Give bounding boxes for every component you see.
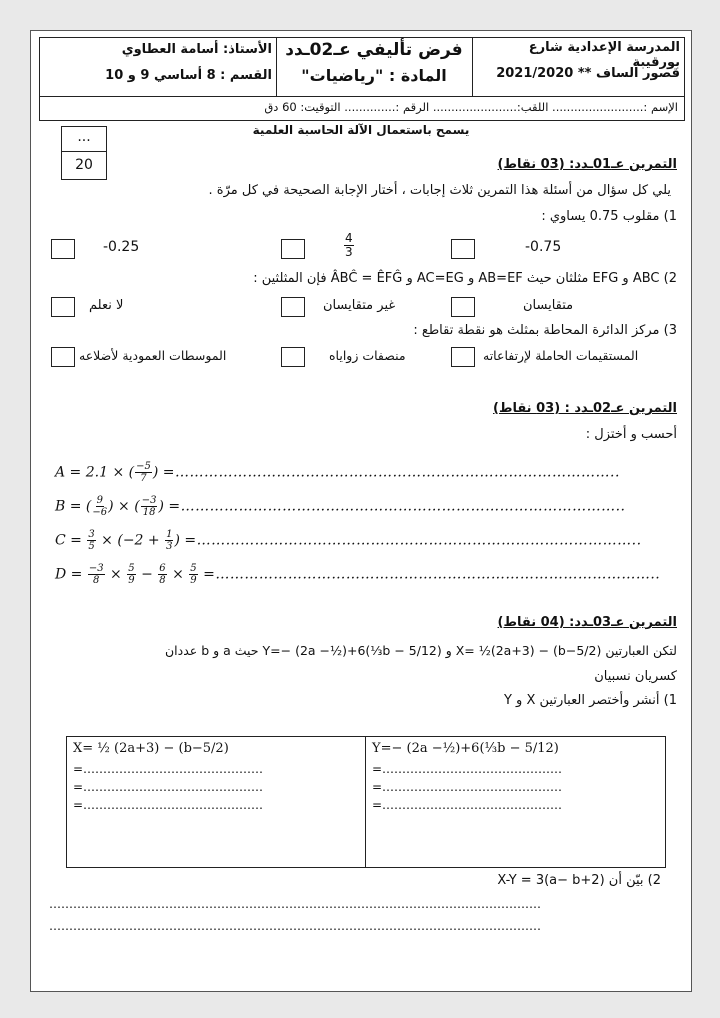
exam-header: [39, 37, 685, 121]
table-cell-y[interactable]: Y=− (2a −½)+6(⅓b − 5/12) =……………………………………… =……………………………………… =………………………………………: [372, 741, 563, 812]
answer-checkbox[interactable]: [51, 347, 75, 367]
score-total: 20: [75, 157, 93, 173]
option-denominator: 3: [345, 245, 353, 259]
table-cell-x[interactable]: X= ½ (2a+3) − (b−5/2) =……………………………………… =……………………………………… =………………………………………: [67, 737, 366, 867]
option-text: -0.25: [103, 239, 140, 255]
exercise-3-intro: لتكن العبارتين X= ½(2a+3) − (b−5/2) و Y=− (2a −½)+6(⅓b − 5/12) حيث a و b عددان: [164, 643, 677, 658]
teacher-name: الأستاذ: أسامة العطاوي: [121, 42, 272, 57]
question-2: 2) ABC و EFG مثلثان حيث AB=EF و AC=EG و ÂBĈ = ÊFĜ فإن المثلثين :: [253, 271, 677, 286]
option-text: منصفات زواياه: [329, 348, 406, 363]
option-text: لا نعلم: [89, 298, 124, 313]
calculator-note: يسمح باستعمال الآلة الحاسبة العلمية: [252, 123, 470, 137]
exam-page: [30, 30, 692, 992]
option-text: المستقيمات الحاملة لإرتفاعاته: [483, 348, 639, 363]
answer-line: ……………………………………………………………………………………………………………: [49, 919, 541, 933]
student-info-line: الإسم :......................... اللقب:....................... الرقم :.............. التوقيت: 60 دق: [264, 100, 678, 114]
answer-checkbox[interactable]: [451, 239, 475, 259]
answer-checkbox[interactable]: [281, 347, 305, 367]
option-text: -0.75: [525, 239, 562, 255]
subject: المادة : "رياضيات": [301, 66, 447, 85]
exercise-2-title: التمرين عـ02ـدد : (03 نقاط): [493, 401, 677, 416]
question-3: 3) مركز الدائرة المحاطة بمثلث هو نقطة تقاطع :: [413, 323, 677, 338]
score-dots: ...: [62, 127, 106, 152]
exercise-3-title: التمرين عـ03ـدد: (04 نقاط): [497, 615, 677, 630]
answer-checkbox[interactable]: [451, 347, 475, 367]
expression-a: A = 2.1 × ( $\frac{-5}{7}$ ) =………………………………………………………………………………..: [55, 461, 620, 484]
answer-checkbox[interactable]: [281, 297, 305, 317]
score-box: [61, 126, 107, 180]
class-level: القسم : 8 أساسي 9 و 10: [105, 68, 272, 83]
option-text: متقايسان: [523, 298, 574, 313]
answer-checkbox[interactable]: [281, 239, 305, 259]
school-year: ** 2021/2020: [496, 66, 592, 81]
work-table: [66, 736, 666, 868]
option-numerator: 4: [345, 231, 353, 245]
question-1: 1) مقلوب 0.75 يساوي :: [541, 209, 677, 224]
expression-b: B = ( $\frac{9}{-6}$ ) × ( $\frac{-3}{18}$ ) =………………………………………………………………………………..: [55, 495, 626, 518]
exercise-3-question-1: 1) أنشر وأختصر العبارتين X و Y: [503, 693, 677, 708]
answer-line: ……………………………………………………………………………………………………………: [49, 897, 541, 911]
school-name: المدرسة الإعدادية شارع بورقيبة: [528, 40, 680, 70]
answer-checkbox[interactable]: [451, 297, 475, 317]
exercise-2-intro: أحسب و أختزل :: [585, 427, 677, 442]
exercise-3-intro-2: كسريان نسبيان: [594, 669, 677, 684]
city: قصور الساف: [595, 66, 680, 81]
test-title: فرض تأليفي عـ02ـدد: [285, 40, 463, 60]
exercise-3-question-2: 2) بيّن أن X-Y = 3(a− b+2): [497, 873, 661, 888]
exercise-1-intro: يلي كل سؤال من أسئلة هذا التمرين ثلاث إجابات ، أختار الإجابة الصحيحة في كل مرّة .: [208, 183, 671, 198]
option-text: الموسطات العمودية لأضلاعه: [79, 348, 227, 363]
expression-c: C = $\frac{3}{5}$ × (−2 + $\frac{1}{3}$ ) =………………………………………………………………………………..: [55, 529, 642, 552]
answer-checkbox[interactable]: [51, 239, 75, 259]
exercise-1-title: التمرين عـ01ـدد: (03 نقاط): [497, 157, 677, 172]
expression-d: D = $\frac{-3}{8}$ × $\frac{5}{9}$ − $\frac{6}{8}$ × $\frac{5}{9}$ =………………………………………………………………………………..: [55, 563, 661, 586]
answer-checkbox[interactable]: [51, 297, 75, 317]
option-text: غير متقايسان: [323, 298, 396, 313]
